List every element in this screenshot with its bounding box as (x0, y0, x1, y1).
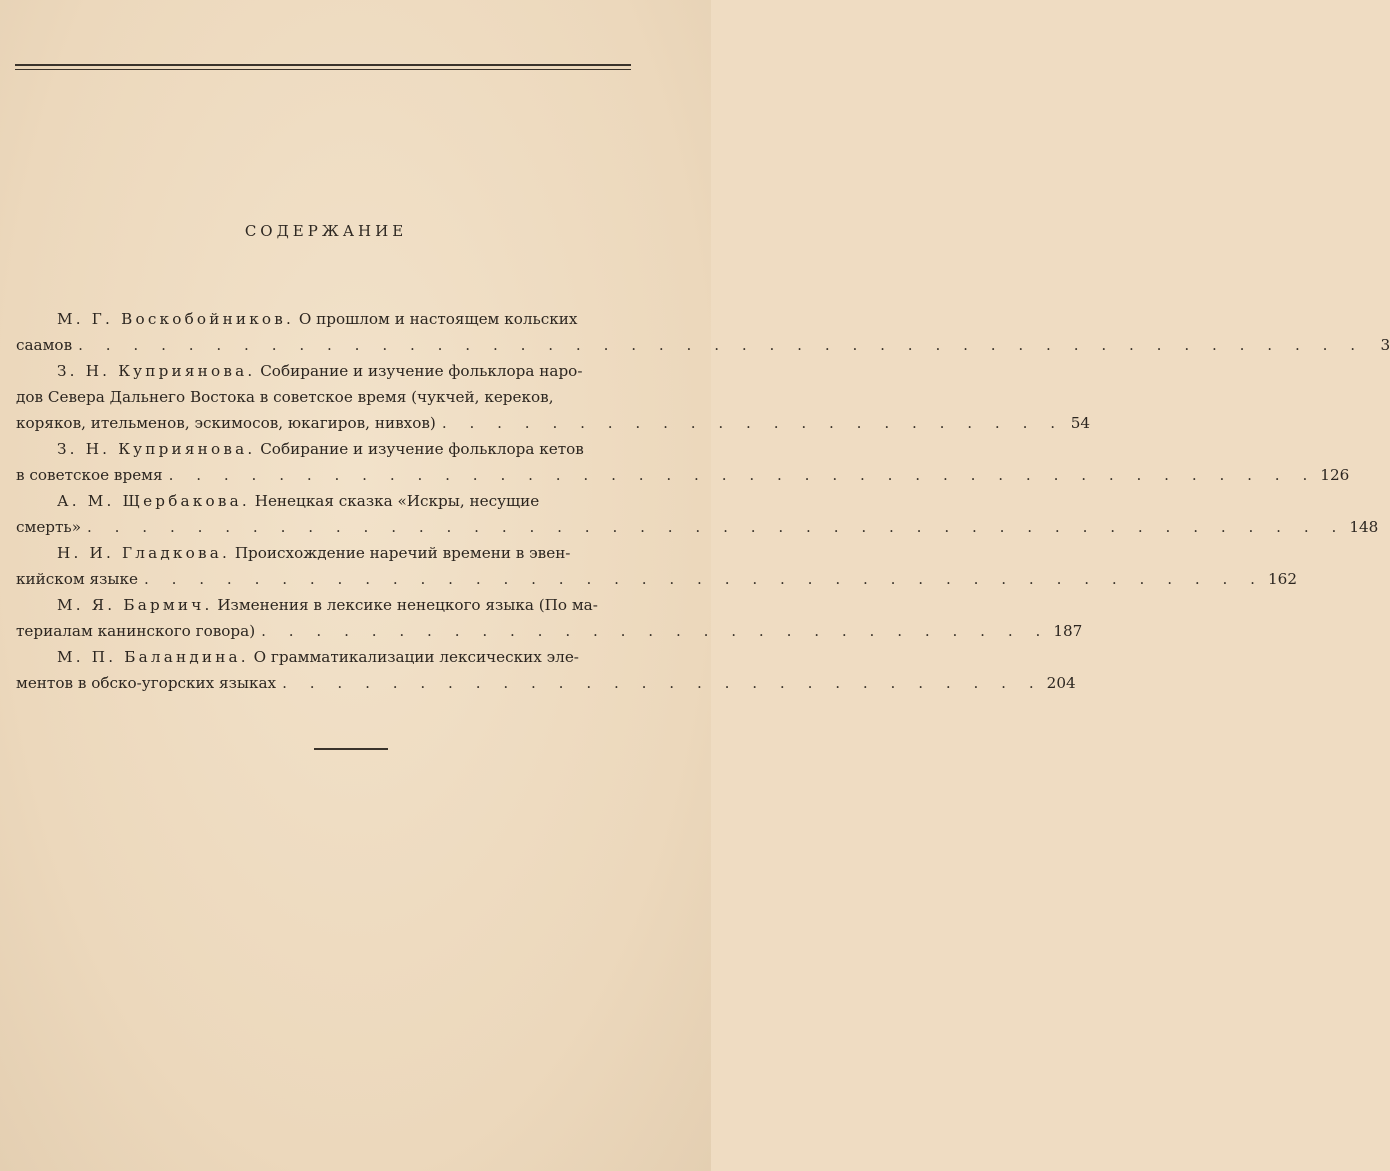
entry-author: М. Я. Бармич. (57, 596, 213, 614)
entry-page-number: 126 (1320, 466, 1350, 484)
toc-line (16, 436, 633, 462)
entry-author: З. Н. Куприянова. (57, 362, 256, 380)
dot-leader: . . . . . . . . . . . . . . . . . . . . . . . . . . . . . . . . . . . . . . . . . . (168, 466, 1317, 484)
toc-entry[interactable] (16, 358, 1091, 436)
toc-line (16, 644, 633, 670)
entry-author: З. Н. Куприянова. (57, 440, 256, 458)
entry-title-line: Собирание и изучение фольклора наро- (260, 362, 583, 380)
dot-leader: . . . . . . . . . . . . . . . . . . . . . . . (441, 414, 1065, 432)
entry-page-number: 162 (1268, 570, 1297, 588)
entry-title-line: ментов в обско-угорских языках (16, 674, 277, 692)
toc-entry[interactable] (16, 592, 1083, 644)
entry-author: М. П. Баландина. (57, 648, 249, 666)
entry-title-line: Происхождение наречий времени в эвен- (234, 544, 571, 562)
entry-title-line: Ненецкая сказка «Искры, несущие (254, 492, 540, 510)
toc-line (16, 358, 633, 384)
entry-title-line: Собирание и изучение фольклора кетов (260, 440, 584, 458)
toc-line (16, 592, 633, 618)
entry-page-number: 54 (1070, 414, 1091, 432)
entry-author: Н. И. Гладкова. (57, 544, 230, 562)
toc-entry[interactable] (16, 436, 1350, 488)
entry-page-number: 204 (1046, 674, 1076, 692)
entry-page-number: 3 (1380, 336, 1390, 354)
entry-author: М. Г. Воскобойников. (57, 310, 295, 328)
table-of-contents (16, 306, 1390, 696)
entry-title-line: кийском языке (16, 570, 138, 588)
dot-leader: . . . . . . . . . . . . . . . . . . . . . . . . . . . . (282, 674, 1043, 692)
entry-title-line: в советское время (16, 466, 163, 484)
entry-author: А. М. Щербакова. (57, 492, 250, 510)
toc-line (16, 670, 1076, 696)
top-rule-thin (15, 69, 631, 70)
toc-entry[interactable] (16, 306, 1390, 358)
toc-line (16, 514, 1379, 540)
dot-leader: . . . . . . . . . . . . . . . . . . . . . . . . . . . . . . . . . . . . . . . . . (143, 570, 1264, 588)
dot-leader: . . . . . . . . . . . . . . . . . . . . . . . . . . . . . . . . . . . . . . . . . . . . . . . (78, 336, 1365, 354)
toc-line (16, 462, 1350, 488)
toc-line (16, 618, 1083, 644)
toc-line (16, 566, 1297, 592)
entry-title-line: териалам канинского говора) (16, 622, 256, 640)
bottom-rule (314, 748, 388, 750)
entry-page-number: 187 (1053, 622, 1083, 640)
toc-line (16, 410, 1091, 436)
entry-title-line: смерть» (16, 518, 81, 536)
entry-title-line: саамов (16, 336, 73, 354)
entry-title-line: дов Севера Дальнего Востока в советское время (чукчей, кереков, (16, 388, 554, 406)
entry-page-number: 148 (1349, 518, 1379, 536)
toc-line (16, 332, 1390, 358)
toc-line (16, 306, 633, 332)
toc-line (16, 384, 633, 410)
toc-line (16, 488, 633, 514)
toc-entry[interactable] (16, 488, 1379, 540)
toc-line (16, 540, 633, 566)
toc-entry[interactable] (16, 540, 1297, 592)
entry-title-line: О грамматикализации лексических эле- (253, 648, 579, 666)
entry-title-line: О прошлом и настоящем кольских (298, 310, 578, 328)
dot-leader: . . . . . . . . . . . . . . . . . . . . . . . . . . . . . (261, 622, 1050, 640)
toc-entry[interactable] (16, 644, 1076, 696)
entry-title-line: Изменения в лексике ненецкого языка (По ма- (217, 596, 598, 614)
page-title: СОДЕРЖАНИЕ (244, 222, 408, 240)
entry-title-line: коряков, ительменов, эскимосов, юкагиров, нивхов) (16, 414, 436, 432)
dot-leader: . . . . . . . . . . . . . . . . . . . . . . . . . . . . . . . . . . . . . . . . . . . . . . (87, 518, 1346, 536)
top-rule (15, 64, 631, 66)
